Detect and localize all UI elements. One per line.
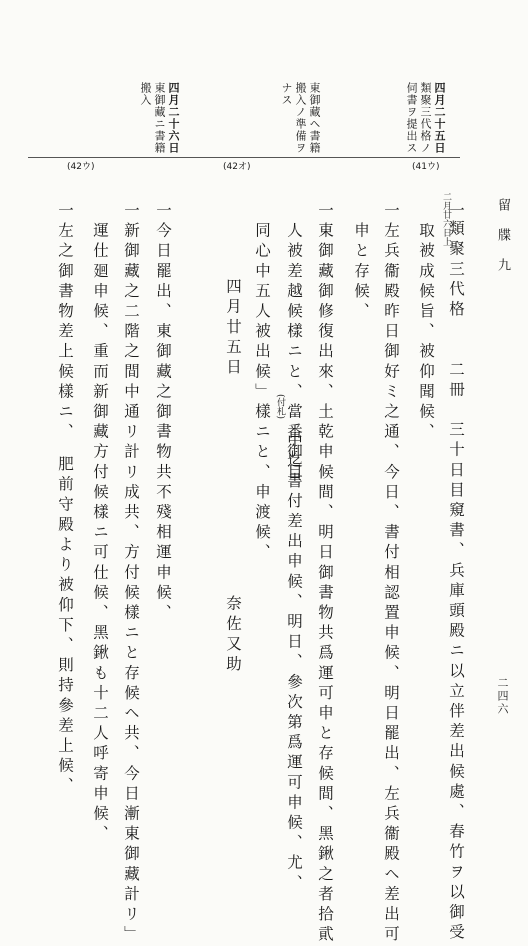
marginal-heading-line: 搬入	[139, 82, 152, 106]
body-line-8: 今日罷出、東御藏之御書物共不殘相運申候、	[154, 222, 172, 624]
body-line-5: 東御藏御修復出來、土乾申候間、明日御書物共爲運可申と存候間、黑鍬之者拾貮	[316, 222, 334, 946]
marginal-heading-date-3: 四月二十六日	[167, 82, 180, 154]
folio-ref-42o: (42オ)	[223, 162, 251, 172]
annotation-tag: (付札)	[275, 394, 285, 420]
marginal-heading-line: 類聚三代格ノ	[419, 82, 432, 154]
header-rule	[28, 157, 460, 158]
entry-date: 四月廿五日	[224, 278, 242, 379]
item-mark: 一	[316, 202, 334, 223]
note-date: 二月廿六日上	[441, 192, 451, 246]
item-mark: 一	[447, 202, 465, 223]
body-line-9: 新御藏之二階之間中通リ計リ成共、方付候樣ニと存候ヘ共、今日漸東御藏計リ」	[122, 222, 140, 946]
marginal-heading-line: 東御藏ニ書籍	[153, 82, 166, 154]
body-line-11: 左之御書物差上候樣ニ、 肥前守殿より被仰下、則持參差上候、	[56, 222, 74, 798]
body-line-2: 取被成候旨、被仰聞候、	[417, 222, 435, 444]
signature: 奈佐又助	[224, 595, 242, 676]
body-line-6a: 人被差越候樣ニと、當番御目	[285, 222, 303, 484]
page-number: 二四六	[496, 677, 509, 716]
running-title: 留 牒 九	[495, 198, 510, 273]
folio-ref-41u: (41ウ)	[412, 162, 440, 172]
item-mark: 一	[382, 202, 400, 223]
body-line-10: 運仕廻申候、重而新御藏方付候樣ニ可仕候、黑鍬も十二人呼寄申候、	[91, 222, 109, 846]
marginal-heading-line: 伺書ヲ提出ス	[405, 82, 418, 154]
marginal-heading-line: 搬入ノ準備ヲ	[294, 82, 307, 154]
item-mark: 一	[122, 202, 140, 223]
marginal-heading-line: ナス	[280, 82, 293, 106]
marginal-heading-date-1: 四月二十五日	[433, 82, 446, 154]
marginal-heading-line: 東御藏ヘ書籍	[308, 82, 321, 154]
folio-ref-42u: (42ウ)	[67, 162, 95, 172]
body-line-6b: 中迄書付差出申候、明日、參次第爲運可申候、尤、	[285, 432, 303, 895]
item-mark: 一	[56, 202, 74, 223]
body-line-7: 同心中五人被出候」樣ニと、申渡候、	[253, 222, 271, 564]
body-line-4: 申と存候、	[352, 222, 370, 323]
item-mark: 一	[154, 202, 172, 223]
body-line-1: 類聚三代格 二冊 三十日目窺書、兵庫頭殿ニ以立伴差出候處、春竹ヲ以御受	[447, 220, 465, 944]
body-line-3: 左兵衞殿昨日御好ミ之通、今日、書付相認置申候、明日罷出、左兵衞殿ヘ差出可	[382, 222, 400, 946]
